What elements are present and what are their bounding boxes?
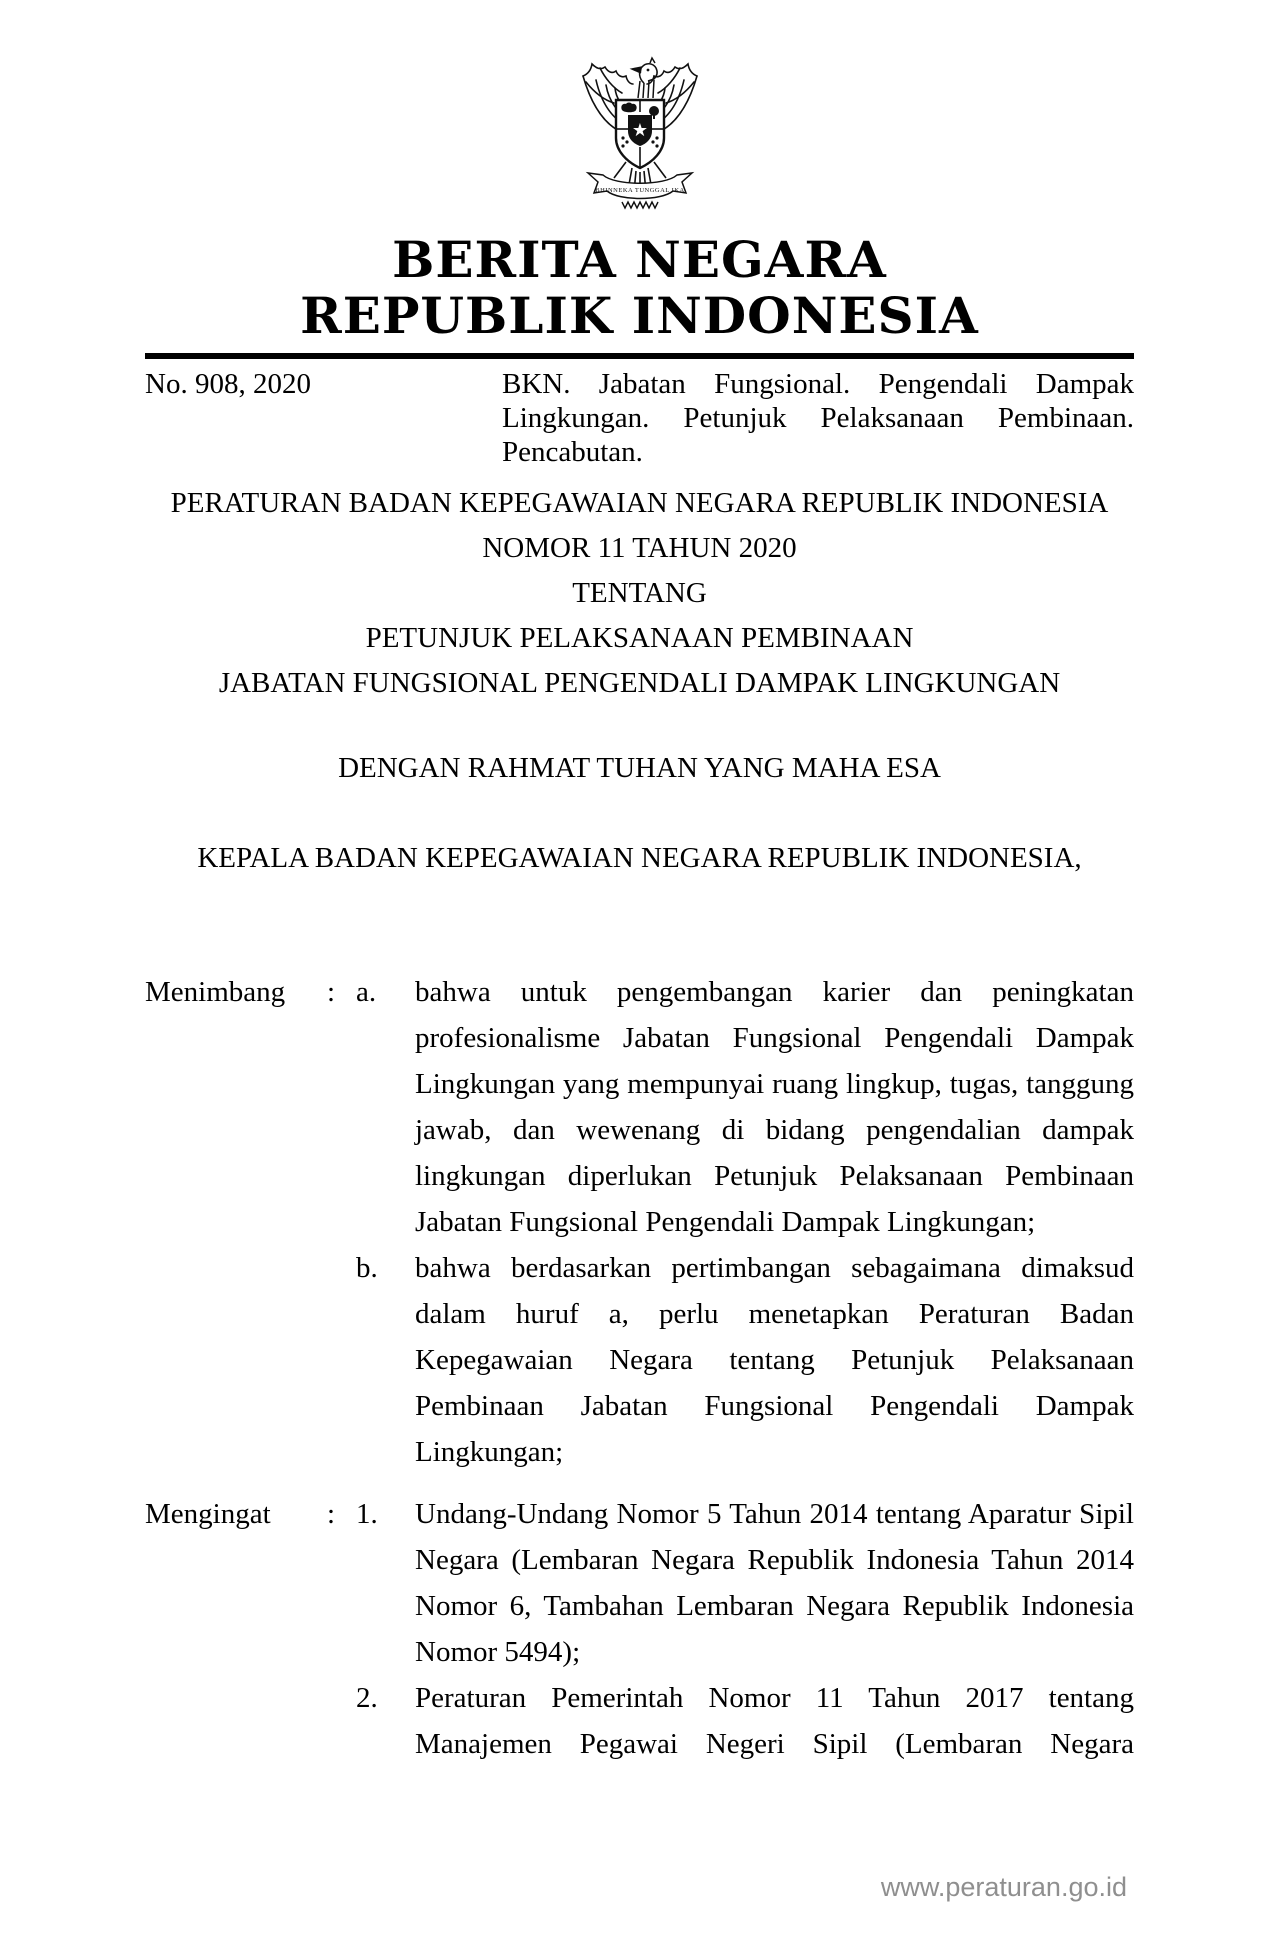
invocation-line: DENGAN RAHMAT TUHAN YANG MAHA ESA — [338, 752, 941, 784]
issue-number: No. 908, 2020 — [145, 368, 311, 400]
consideration-item — [356, 969, 1134, 1245]
garuda-emblem — [145, 0, 1134, 210]
regulation-title-line: NOMOR 11 TAHUN 2020 — [482, 532, 797, 564]
item-text: Peraturan Pemerintah Nomor 11 Tahun 2017 tentang Manajemen Pegawai Negeri Sipil (Lembaran Negara — [415, 1682, 1134, 1760]
regulation-title-line: PERATURAN BADAN KEPEGAWAIAN NEGARA REPUBLIK INDONESIA — [170, 487, 1109, 519]
authority-line: KEPALA BADAN KEPEGAWAIAN NEGARA REPUBLIK INDONESIA, — [197, 842, 1082, 874]
regulation-title-line: JABATAN FUNGSIONAL PENGENDALI DAMPAK LINGKUNGAN — [218, 667, 1061, 699]
regulation-title-line: TENTANG — [572, 577, 707, 609]
subject-abstract: BKN. Jabatan Fungsional. Pengendali Dampak Lingkungan. Petunjuk Pelaksanaan Pembinaan. Pencabutan. — [502, 368, 1134, 468]
masthead-title-line1: BERITA NEGARA — [392, 230, 887, 289]
item-text: bahwa berdasarkan pertimbangan sebagaimana dimaksud dalam huruf a, perlu menetapkan Peraturan Badan Kepegawaian Negara tentang Petunjuk Pelaksanaan Pembinaan Jabatan Fungsional Pengendali Dampak Lingkungan; — [415, 1252, 1134, 1468]
considerations-section — [145, 969, 1134, 1475]
legal-basis-section — [145, 1491, 1134, 1767]
section-colon: : — [327, 976, 336, 1008]
gazette-header — [145, 367, 1134, 469]
section-colon: : — [327, 1498, 336, 1530]
masthead-title — [145, 232, 1134, 344]
consideration-item — [356, 1245, 1134, 1475]
item-marker: b. — [356, 1252, 378, 1284]
regulation-title-line: PETUNJUK PELAKSANAAN PEMBINAAN — [365, 622, 914, 654]
item-marker: a. — [356, 976, 377, 1008]
section-label: Menimbang — [145, 976, 286, 1008]
item-marker: 1. — [356, 1498, 378, 1530]
section-label: Mengingat — [145, 1498, 271, 1530]
legal-basis-item — [356, 1491, 1134, 1675]
masthead-title-line2: REPUBLIK INDONESIA — [300, 286, 979, 345]
star-icon: ★ — [631, 120, 648, 140]
item-marker: 2. — [356, 1682, 378, 1714]
emblem-motto: BHINNEKA TUNGGAL IKA — [594, 187, 685, 194]
legal-basis-item — [356, 1675, 1134, 1767]
footer-watermark: www.peraturan.go.id — [880, 1872, 1127, 1902]
divider-rule — [145, 353, 1134, 359]
item-text: bahwa untuk pengembangan karier dan peningkatan profesionalisme Jabatan Fungsional Pengendali Dampak Lingkungan yang mempunyai ruang lingkup, tugas, tanggung jawab, dan wewenang di bidang pengendalian dampak lingkungan diperlukan Petunjuk Pelaksanaan Pembinaan Jabatan Fungsional Pengendali Dampak Lingkungan; — [415, 976, 1134, 1238]
garuda-pancasila-icon — [570, 52, 710, 210]
regulation-title — [145, 481, 1134, 706]
item-text: Undang-Undang Nomor 5 Tahun 2014 tentang Aparatur Sipil Negara (Lembaran Negara Republik Indonesia Tahun 2014 Nomor 6, Tambahan Lembaran Negara Republik Indonesia Nomor 5494); — [415, 1498, 1134, 1668]
